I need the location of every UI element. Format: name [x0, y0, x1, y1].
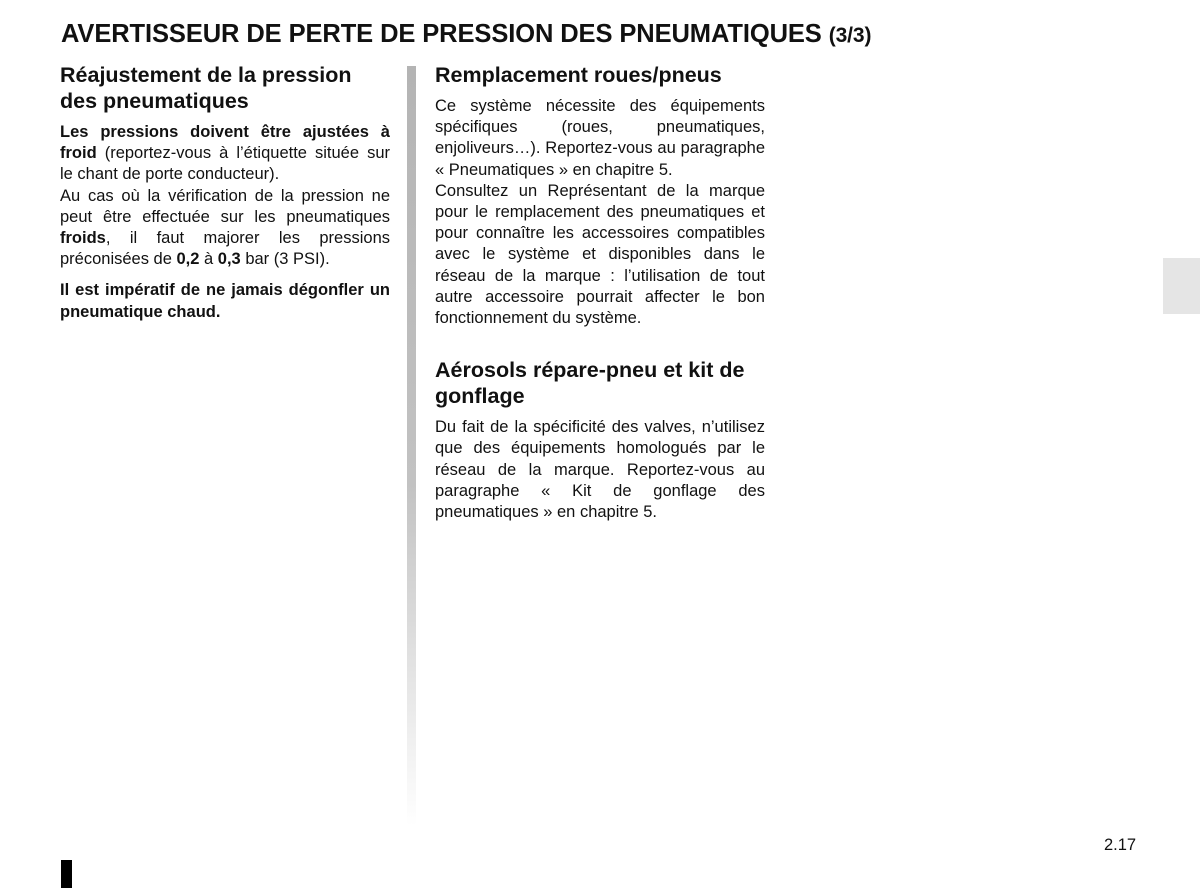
middle-column: [435, 62, 765, 523]
column-divider: [407, 66, 416, 826]
pressure-increase-min: 0,2: [176, 250, 200, 269]
wheel-replacement-paragraph-1: Ce système nécessite des équipements spécifiques (roues, pneumatiques, enjoliveurs…). Reportez-vous au paragraphe « Pneumatiques » en chapitre 5.: [435, 97, 765, 179]
section-heading-repair-aerosol: Aérosols répare-pneu et kit de gonflage: [435, 358, 745, 409]
warm-text-part-1: Au cas où la vérification de la pression ne peut être effectuée sur les pneumatiques: [60, 186, 390, 226]
warning-paragraph: [60, 280, 390, 322]
chapter-tab-marker: [1163, 258, 1200, 314]
bold-cold-word: froids: [60, 229, 106, 248]
page-title-main: AVERTISSEUR DE PERTE DE PRESSION DES PNEUMATIQUES: [61, 20, 822, 48]
warning-text: Il est impératif de ne jamais dégonfler un pneumatique chaud.: [60, 281, 390, 321]
warm-text-part-3: à: [199, 250, 218, 269]
bold-cold-adjust-text: Les pressions doivent être ajustées à froid: [60, 123, 390, 163]
warm-text-part-2: , il faut majorer les pressions préconisées de: [60, 229, 390, 269]
section-heading-pressure-readjustment: Réajustement de la pression des pneumatiques: [60, 63, 352, 113]
cold-adjust-rest-text: (reportez-vous à l’étiquette située sur le chant de porte conducteur).: [60, 144, 390, 184]
left-column: [60, 62, 390, 323]
repair-aerosol-paragraph: Du fait de la spécificité des valves, n’utilisez que des équipements homologués par le réseau de la marque. Reportez-vous au paragraphe « Kit de gonflage des pneumatiques » en chapitre 5.: [435, 418, 765, 522]
warm-text-part-4: bar (3 PSI).: [240, 250, 330, 269]
pressure-increase-max: 0,3: [217, 250, 241, 269]
section-heading-wheel-replacement: Remplacement roues/pneus: [435, 63, 722, 87]
page-title-part-indicator: (3/3): [828, 24, 872, 47]
wheel-replacement-paragraph-2: Consultez un Représentant de la marque pour le remplacement des pneumatiques et pour connaître les accessoires compatibles avec le système et disponibles dans le réseau de la marque : l’utilisation de tout autre accessoire pourrait affecter le bon fonctionnement du système.: [435, 181, 765, 328]
pressure-paragraph-warm: [60, 186, 390, 271]
page-number: 2.17: [1104, 836, 1137, 854]
page-title: [61, 20, 871, 49]
pressure-paragraph-cold: [60, 122, 390, 186]
print-corner-mark: [61, 860, 72, 888]
